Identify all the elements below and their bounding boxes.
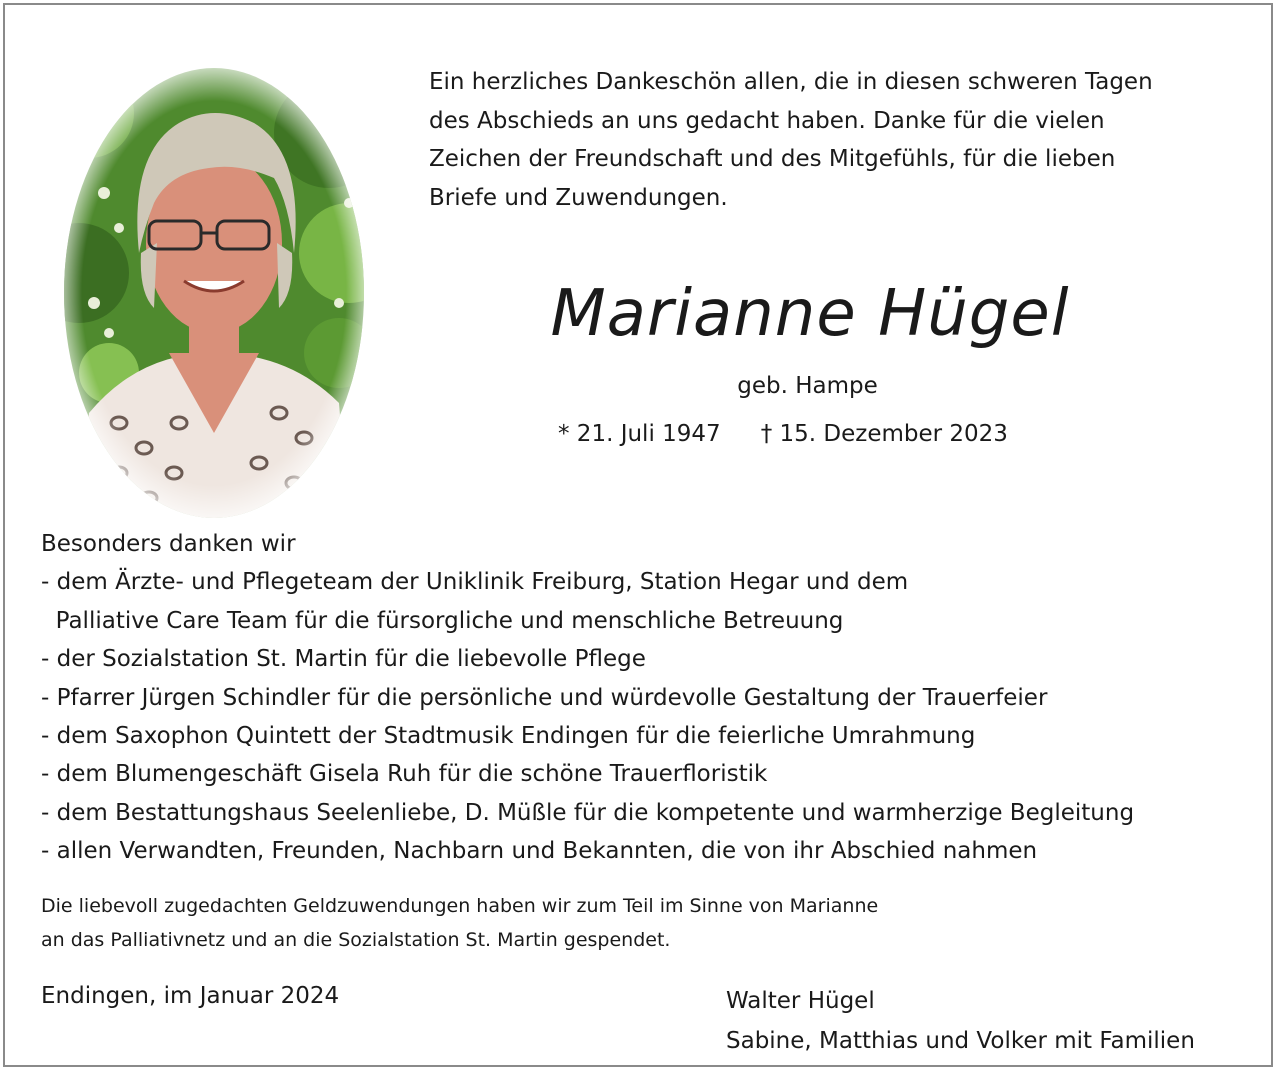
thanks-heading: Besonders danken wir <box>41 531 296 557</box>
list-item: - Pfarrer Jürgen Schindler für die persönliche und würdevolle Gestaltung der Trauerfeier <box>41 684 1048 711</box>
intro-line: Ein herzliches Dankeschön allen, die in diesen schweren Tagen <box>429 69 1153 95</box>
notice-frame <box>3 3 1273 1067</box>
list-item: - dem Blumengeschäft Gisela Ruh für die schöne Trauerfloristik <box>41 761 768 788</box>
list-item: Palliative Care Team für die fürsorgliche und menschliche Betreuung <box>41 607 844 634</box>
thanks-list <box>41 525 1261 871</box>
birth-date: * 21. Juli 1947 <box>558 421 721 447</box>
list-item: - allen Verwandten, Freunden, Nachbarn und Bekannten, die von ihr Abschied nahmen <box>41 838 1038 865</box>
intro-text <box>429 63 1249 217</box>
donation-note-line: Die liebevoll zugedachten Geldzuwendungen haben wir zum Teil im Sinne von Marianne <box>41 895 879 917</box>
intro-line: Zeichen der Freundschaft und des Mitgefühls, für die lieben <box>429 146 1116 172</box>
list-item: - der Sozialstation St. Martin für die liebevolle Pflege <box>41 646 646 673</box>
list-item: - dem Bestattungshaus Seelenliebe, D. Müßle für die kompetente und warmherzige Begleitung <box>41 799 1135 826</box>
donation-note <box>41 889 1141 957</box>
list-item: - dem Ärzte- und Pflegeteam der Uniklinik Freiburg, Station Hegar und dem <box>41 569 909 596</box>
list-item: - dem Saxophon Quintett der Stadtmusik Endingen für die feierliche Umrahmung <box>41 723 976 750</box>
signer-name: Walter Hügel <box>726 988 875 1014</box>
intro-line: Briefe und Zuwendungen. <box>429 184 728 211</box>
place-date: Endingen, im Januar 2024 <box>41 983 340 1009</box>
death-date: † 15. Dezember 2023 <box>760 421 1008 447</box>
portrait-photo <box>49 53 379 533</box>
donation-note-line: an das Palliativnetz und an die Sozialstation St. Martin gespendet. <box>41 929 671 951</box>
signer-name: Sabine, Matthias und Volker mit Familien <box>726 1028 1195 1054</box>
deceased-name: Marianne Hügel <box>550 277 1070 351</box>
life-dates <box>558 421 1008 447</box>
signers <box>726 981 1195 1061</box>
maiden-name: geb. Hampe <box>737 373 878 399</box>
intro-line: des Abschieds an uns gedacht haben. Danke für die vielen <box>429 107 1105 134</box>
